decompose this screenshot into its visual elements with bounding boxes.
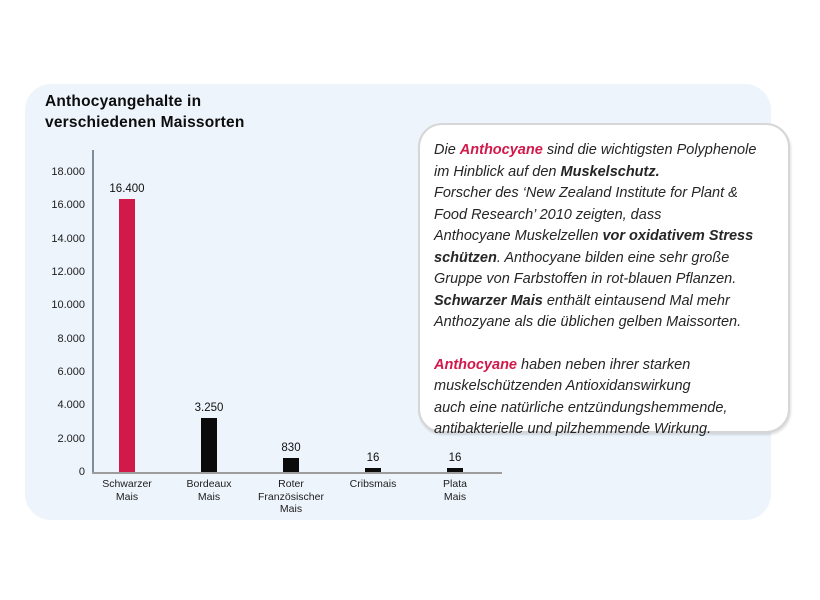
x-category-line: Mais [115,490,139,503]
info-text-line [434,269,778,291]
info-text-segment: Anthozyane als die üblichen gelben Maissorten. [434,314,742,330]
info-text-line [434,291,778,313]
y-tick-label: 14.000 [51,232,85,245]
info-text-segment: Muskelschutz. [560,163,660,180]
x-category-line: Cribsmais [349,478,397,490]
info-text-line [434,248,778,270]
bar-roter-franz-sischer-mais [283,458,299,472]
bar-value-label: 3.250 [194,402,224,414]
info-box [418,123,790,437]
y-tick-label: 4.000 [57,399,85,412]
y-tick-label: 8.000 [57,332,85,345]
x-category-line: Bordeaux [186,478,232,490]
info-text-segment: . Anthocyane bilden eine sehr große [496,249,730,266]
info-text-segment: sind die wichtigsten Polyphenole [542,142,757,158]
info-text-segment: enthält eintausend Mal mehr [542,292,730,309]
info-text-line [434,419,778,441]
info-text-line [434,355,778,377]
bar-value-label: 16.400 [109,183,145,195]
x-category-line: Roter [278,478,304,490]
bar-plata-mais [447,468,463,472]
info-text-segment: auch eine natürliche entzündungshemmende, [434,399,728,416]
y-tick-label: 16.000 [51,199,85,212]
info-text-line [434,226,778,248]
x-axis-line [92,472,502,474]
info-text-segment: Schwarzer Mais [434,292,543,309]
accent-term-anthocyane: Anthocyane [459,142,543,158]
info-text-line [434,376,778,398]
info-text-segment: schützen [434,249,497,266]
y-tick-label: 18.000 [51,166,85,178]
info-paragraph-2 [434,355,778,441]
info-text-segment: im Hinblick auf den [434,163,561,180]
x-category-label-cribsmais [328,478,418,491]
bar-cribsmais [365,468,381,472]
info-text-segment: Die [434,142,460,158]
bar-value-label: 16 [366,452,380,464]
info-text-line [434,183,778,205]
bar-schwarzer-mais [119,199,135,472]
info-text-line [434,162,778,184]
chart-title [45,91,245,133]
bar-bordeaux-mais [201,418,217,472]
info-text-segment: vor oxidativem Stress [602,228,754,244]
x-category-line: Französischer [258,490,324,503]
y-tick-label: 12.000 [51,266,85,278]
y-tick-label: 6.000 [57,366,85,378]
info-text-segment: Forscher des ‘New Zealand Institute for Plant & [434,185,738,201]
x-category-label-schwarzer-mais [82,478,172,503]
bar-value-label: 830 [281,442,301,454]
x-category-line: Schwarzer [102,478,152,490]
info-text-segment: antibakterielle und pilzhemmende Wirkung. [434,421,712,437]
x-category-line: Plata [443,478,467,490]
x-category-line: Mais [443,490,467,503]
y-axis-line [92,150,94,474]
bar-value-label: 16 [448,452,462,464]
info-text-line [434,398,778,420]
accent-term-anthocyane: Anthocyane [434,356,517,373]
info-text-segment: Anthocyane Muskelzellen [434,228,603,244]
x-category-line: Mais [197,490,221,503]
x-category-label-bordeaux-mais [164,478,254,503]
chart-title-line2: verschiedenen Maissorten [45,114,245,131]
info-text-segment: muskelschützenden Antioxidanswirkung [434,378,691,394]
y-tick-label: 0 [78,466,85,478]
info-text-line [434,205,778,227]
y-tick-label: 2.000 [57,432,85,445]
info-text-segment: Gruppe von Farbstoffen in rot-blauen Pflanzen. [434,271,737,287]
info-text-segment: haben neben ihrer starken [517,356,691,373]
info-text-line [434,140,778,162]
info-text-line [434,312,778,334]
x-category-label-roter-franz-sischer-mais [246,478,336,516]
x-category-label-plata-mais [410,478,500,503]
chart-title-line1: Anthocyangehalte in [45,93,202,110]
y-tick-label: 10.000 [51,299,85,312]
info-text-segment: Food Research’ 2010 zeigten, dass [434,206,662,223]
x-category-line: Mais [279,503,303,515]
info-paragraph-1 [434,140,778,334]
